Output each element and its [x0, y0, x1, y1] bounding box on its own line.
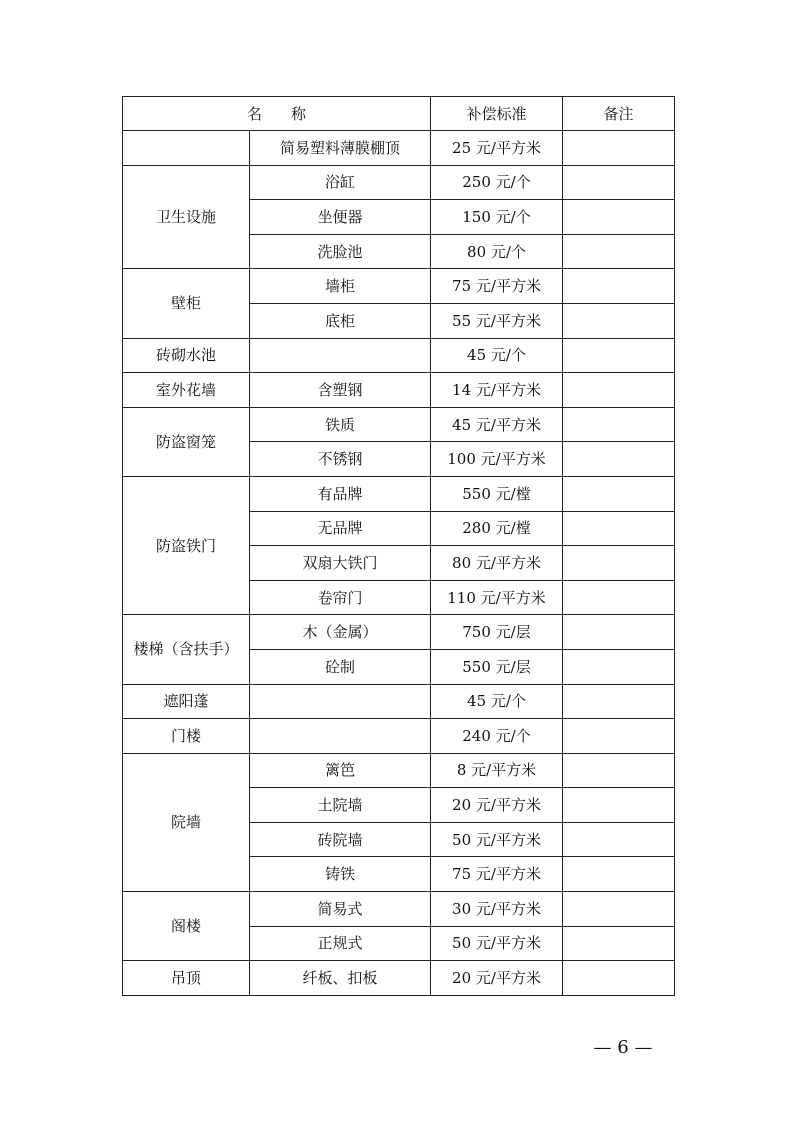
category-cell	[123, 131, 250, 166]
standard-cell: 550 元/樘	[431, 476, 563, 511]
remark-cell	[563, 476, 675, 511]
item-cell: 砖院墙	[250, 822, 431, 857]
remark-cell	[563, 719, 675, 754]
standard-cell: 550 元/层	[431, 649, 563, 684]
remark-cell	[563, 580, 675, 615]
item-cell: 土院墙	[250, 788, 431, 823]
item-cell: 铸铁	[250, 857, 431, 892]
table-row	[123, 131, 675, 166]
table-row	[123, 892, 675, 927]
item-cell: 有品牌	[250, 476, 431, 511]
table-row	[123, 165, 675, 200]
remark-cell	[563, 407, 675, 442]
standard-cell: 50 元/平方米	[431, 926, 563, 961]
item-cell: 双扇大铁门	[250, 546, 431, 581]
item-cell: 洗脸池	[250, 234, 431, 269]
item-cell: 简易式	[250, 892, 431, 927]
item-cell	[250, 684, 431, 719]
item-cell: 简易塑料薄膜棚顶	[250, 131, 431, 166]
item-cell: 纤板、扣板	[250, 961, 431, 996]
header-remark: 备注	[563, 97, 675, 131]
header-name	[123, 97, 431, 131]
standard-cell: 20 元/平方米	[431, 961, 563, 996]
item-cell	[250, 719, 431, 754]
category-cell: 院墙	[123, 753, 250, 891]
standard-cell: 80 元/平方米	[431, 546, 563, 581]
category-cell: 门楼	[123, 719, 250, 754]
remark-cell	[563, 442, 675, 477]
standard-cell: 250 元/个	[431, 165, 563, 200]
standard-cell: 20 元/平方米	[431, 788, 563, 823]
remark-cell	[563, 857, 675, 892]
standard-cell: 45 元/个	[431, 684, 563, 719]
item-cell: 木（金属）	[250, 615, 431, 650]
standard-cell: 50 元/平方米	[431, 822, 563, 857]
standard-cell: 55 元/平方米	[431, 303, 563, 338]
table-row	[123, 961, 675, 996]
standard-cell: 30 元/平方米	[431, 892, 563, 927]
remark-cell	[563, 753, 675, 788]
header-standard: 补偿标准	[431, 97, 563, 131]
remark-cell	[563, 511, 675, 546]
page-number: — 6 —	[593, 1037, 653, 1058]
remark-cell	[563, 234, 675, 269]
item-cell: 底柜	[250, 303, 431, 338]
table-row	[123, 719, 675, 754]
category-cell: 防盗窗笼	[123, 407, 250, 476]
category-cell: 楼梯（含扶手）	[123, 615, 250, 684]
remark-cell	[563, 338, 675, 373]
item-cell: 正规式	[250, 926, 431, 961]
remark-cell	[563, 373, 675, 408]
standard-cell: 14 元/平方米	[431, 373, 563, 408]
standard-cell: 45 元/个	[431, 338, 563, 373]
table-row	[123, 684, 675, 719]
standard-cell: 750 元/层	[431, 615, 563, 650]
header-name-char-2: 称	[290, 104, 306, 123]
remark-cell	[563, 684, 675, 719]
remark-cell	[563, 649, 675, 684]
remark-cell	[563, 788, 675, 823]
table-row	[123, 615, 675, 650]
item-cell: 篱笆	[250, 753, 431, 788]
remark-cell	[563, 131, 675, 166]
category-cell: 遮阳蓬	[123, 684, 250, 719]
table-row	[123, 269, 675, 304]
standard-cell: 150 元/个	[431, 200, 563, 235]
standard-cell: 240 元/个	[431, 719, 563, 754]
item-cell: 浴缸	[250, 165, 431, 200]
standard-cell: 110 元/平方米	[431, 580, 563, 615]
remark-cell	[563, 200, 675, 235]
standard-cell: 8 元/平方米	[431, 753, 563, 788]
table-row	[123, 373, 675, 408]
item-cell: 不锈钢	[250, 442, 431, 477]
header-name-char-1: 名	[246, 104, 262, 123]
table-header-row	[123, 97, 675, 131]
category-cell: 砖砌水池	[123, 338, 250, 373]
item-cell: 砼制	[250, 649, 431, 684]
remark-cell	[563, 822, 675, 857]
remark-cell	[563, 546, 675, 581]
item-cell: 坐便器	[250, 200, 431, 235]
standard-cell: 45 元/平方米	[431, 407, 563, 442]
remark-cell	[563, 926, 675, 961]
table-row	[123, 476, 675, 511]
category-cell: 室外花墙	[123, 373, 250, 408]
remark-cell	[563, 615, 675, 650]
item-cell: 卷帘门	[250, 580, 431, 615]
item-cell: 墙柜	[250, 269, 431, 304]
standard-cell: 75 元/平方米	[431, 857, 563, 892]
standard-cell: 25 元/平方米	[431, 131, 563, 166]
table-row	[123, 407, 675, 442]
standard-cell: 75 元/平方米	[431, 269, 563, 304]
remark-cell	[563, 303, 675, 338]
remark-cell	[563, 165, 675, 200]
category-cell: 吊顶	[123, 961, 250, 996]
compensation-table	[122, 96, 675, 996]
category-cell: 防盗铁门	[123, 476, 250, 614]
category-cell: 卫生设施	[123, 165, 250, 269]
table-row	[123, 753, 675, 788]
standard-cell: 100 元/平方米	[431, 442, 563, 477]
table-row	[123, 338, 675, 373]
remark-cell	[563, 269, 675, 304]
category-cell: 壁柜	[123, 269, 250, 338]
remark-cell	[563, 892, 675, 927]
remark-cell	[563, 961, 675, 996]
item-cell: 铁质	[250, 407, 431, 442]
item-cell	[250, 338, 431, 373]
standard-cell: 280 元/樘	[431, 511, 563, 546]
category-cell: 阁楼	[123, 892, 250, 961]
item-cell: 无品牌	[250, 511, 431, 546]
item-cell: 含塑钢	[250, 373, 431, 408]
standard-cell: 80 元/个	[431, 234, 563, 269]
